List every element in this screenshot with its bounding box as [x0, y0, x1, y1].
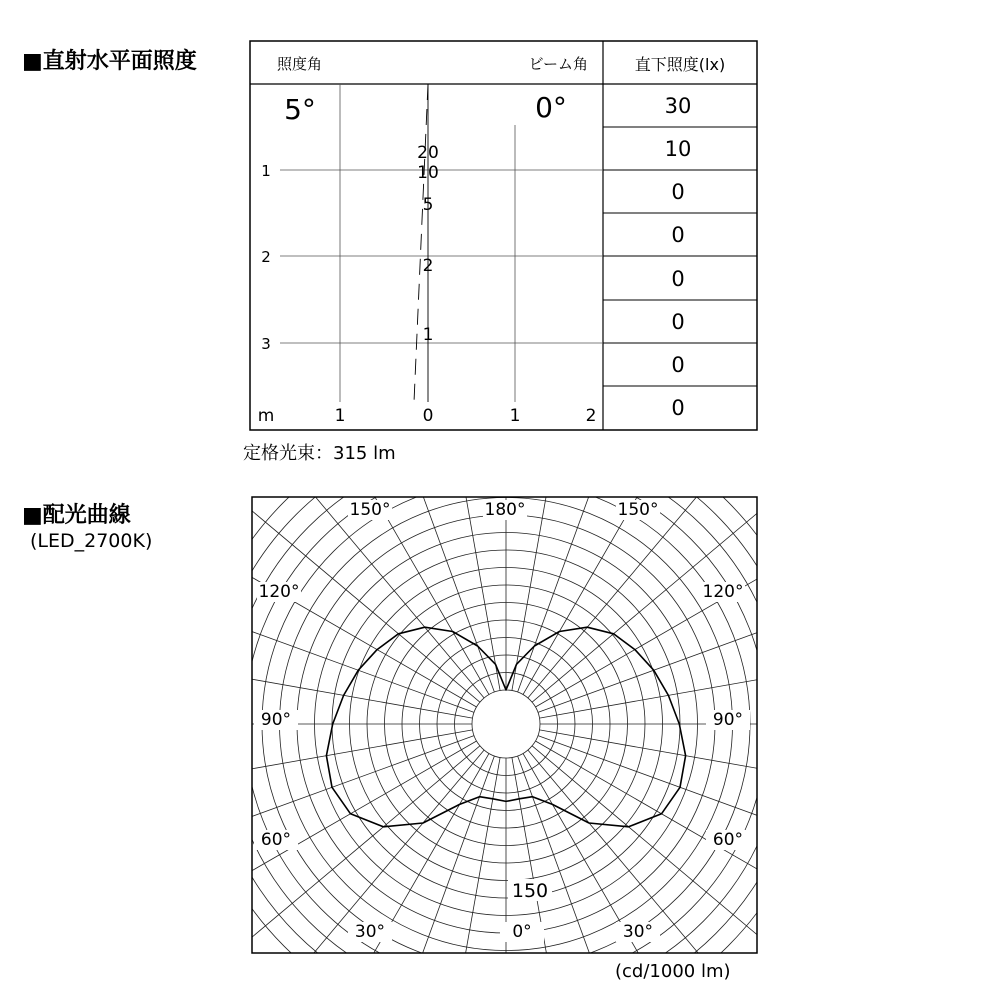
distance-label: 3: [261, 335, 271, 353]
illuminance-value: 30: [664, 94, 692, 118]
polar-spoke: [56, 188, 484, 698]
chart-frame: [252, 497, 757, 953]
header-beam-angle: ビーム角: [528, 55, 588, 73]
illuminance-value: 0: [671, 310, 685, 334]
polar-spoke: [528, 188, 956, 698]
polar-spoke: [0, 730, 473, 846]
polar-spoke: [535, 374, 1000, 707]
angle-label: 90°: [712, 710, 744, 730]
illuminance-value: 0: [671, 396, 685, 420]
polar-spoke: [267, 756, 495, 1000]
polar-spoke: [156, 118, 489, 695]
angle-label: 180°: [484, 500, 526, 520]
angle-label: 60°: [260, 830, 292, 850]
polar-spoke: [0, 741, 477, 1000]
distance-label: 2: [261, 248, 271, 266]
angle-label: 150°: [617, 500, 659, 520]
x-axis-unit: m: [257, 406, 275, 426]
angle-label: 30°: [354, 922, 386, 942]
section-title-distribution: ■配光曲線: [22, 503, 131, 528]
angle-label: 90°: [260, 710, 292, 730]
illuminance-value: 0: [671, 267, 685, 291]
illuminance-value: 0: [671, 353, 685, 377]
polar-spoke: [0, 602, 473, 718]
iso-lux-label: 2: [422, 256, 434, 276]
polar-spoke: [0, 736, 474, 964]
polar-spoke: [532, 274, 1000, 702]
angle-labels: [254, 500, 750, 942]
x-axis-label: 0: [422, 406, 434, 426]
polar-spoke: [539, 730, 1000, 846]
illuminance-value: 0: [671, 223, 685, 247]
polar-spoke: [538, 736, 1000, 964]
polar-spoke: [523, 118, 856, 695]
angle-label: 60°: [712, 830, 744, 850]
irradiation-angle-value: 5°: [284, 93, 316, 126]
polar-spoke: [532, 746, 1000, 1000]
candela-unit-label: (cd/1000 lm): [615, 961, 731, 982]
led-color-temperature: (LED_2700K): [30, 530, 153, 552]
radial-scale-label: 150: [511, 880, 549, 902]
polar-spoke: [0, 485, 474, 713]
x-axis-label: 2: [585, 406, 597, 426]
beam-angle-value: 0°: [535, 91, 567, 124]
illuminance-value: 0: [671, 180, 685, 204]
illuminance-value: 10: [664, 137, 692, 161]
angle-label: 30°: [622, 922, 654, 942]
distance-label: 1: [261, 162, 271, 180]
angle-label: 120°: [258, 582, 300, 602]
header-irradiation-angle: 照度角: [277, 55, 323, 73]
polar-spoke: [539, 602, 1000, 718]
polar-spoke: [509, 35, 628, 691]
rated-luminous-flux: 定格光束：315 lm: [243, 443, 396, 464]
iso-lux-label: 5: [422, 195, 434, 215]
iso-lux-label: 1: [422, 325, 434, 345]
x-axis-label: 1: [334, 406, 346, 426]
polar-spoke: [0, 746, 480, 1000]
iso-lux-label: 20: [417, 143, 439, 163]
x-axis-label: 1: [509, 406, 521, 426]
polar-inner-ring: [472, 690, 540, 758]
polar-spoke: [535, 741, 1000, 1000]
angle-label: 0°: [512, 922, 532, 942]
angle-label: 120°: [702, 582, 744, 602]
polar-spoke: [384, 35, 500, 691]
angle-label: 150°: [349, 500, 391, 520]
polar-spoke: [0, 274, 480, 702]
section-title-illuminance: ■直射水平面照度: [22, 49, 197, 74]
header-direct-illuminance: 直下照度(lx): [634, 55, 726, 74]
iso-lux-label: 10: [417, 163, 439, 183]
polar-spoke: [538, 485, 1000, 713]
